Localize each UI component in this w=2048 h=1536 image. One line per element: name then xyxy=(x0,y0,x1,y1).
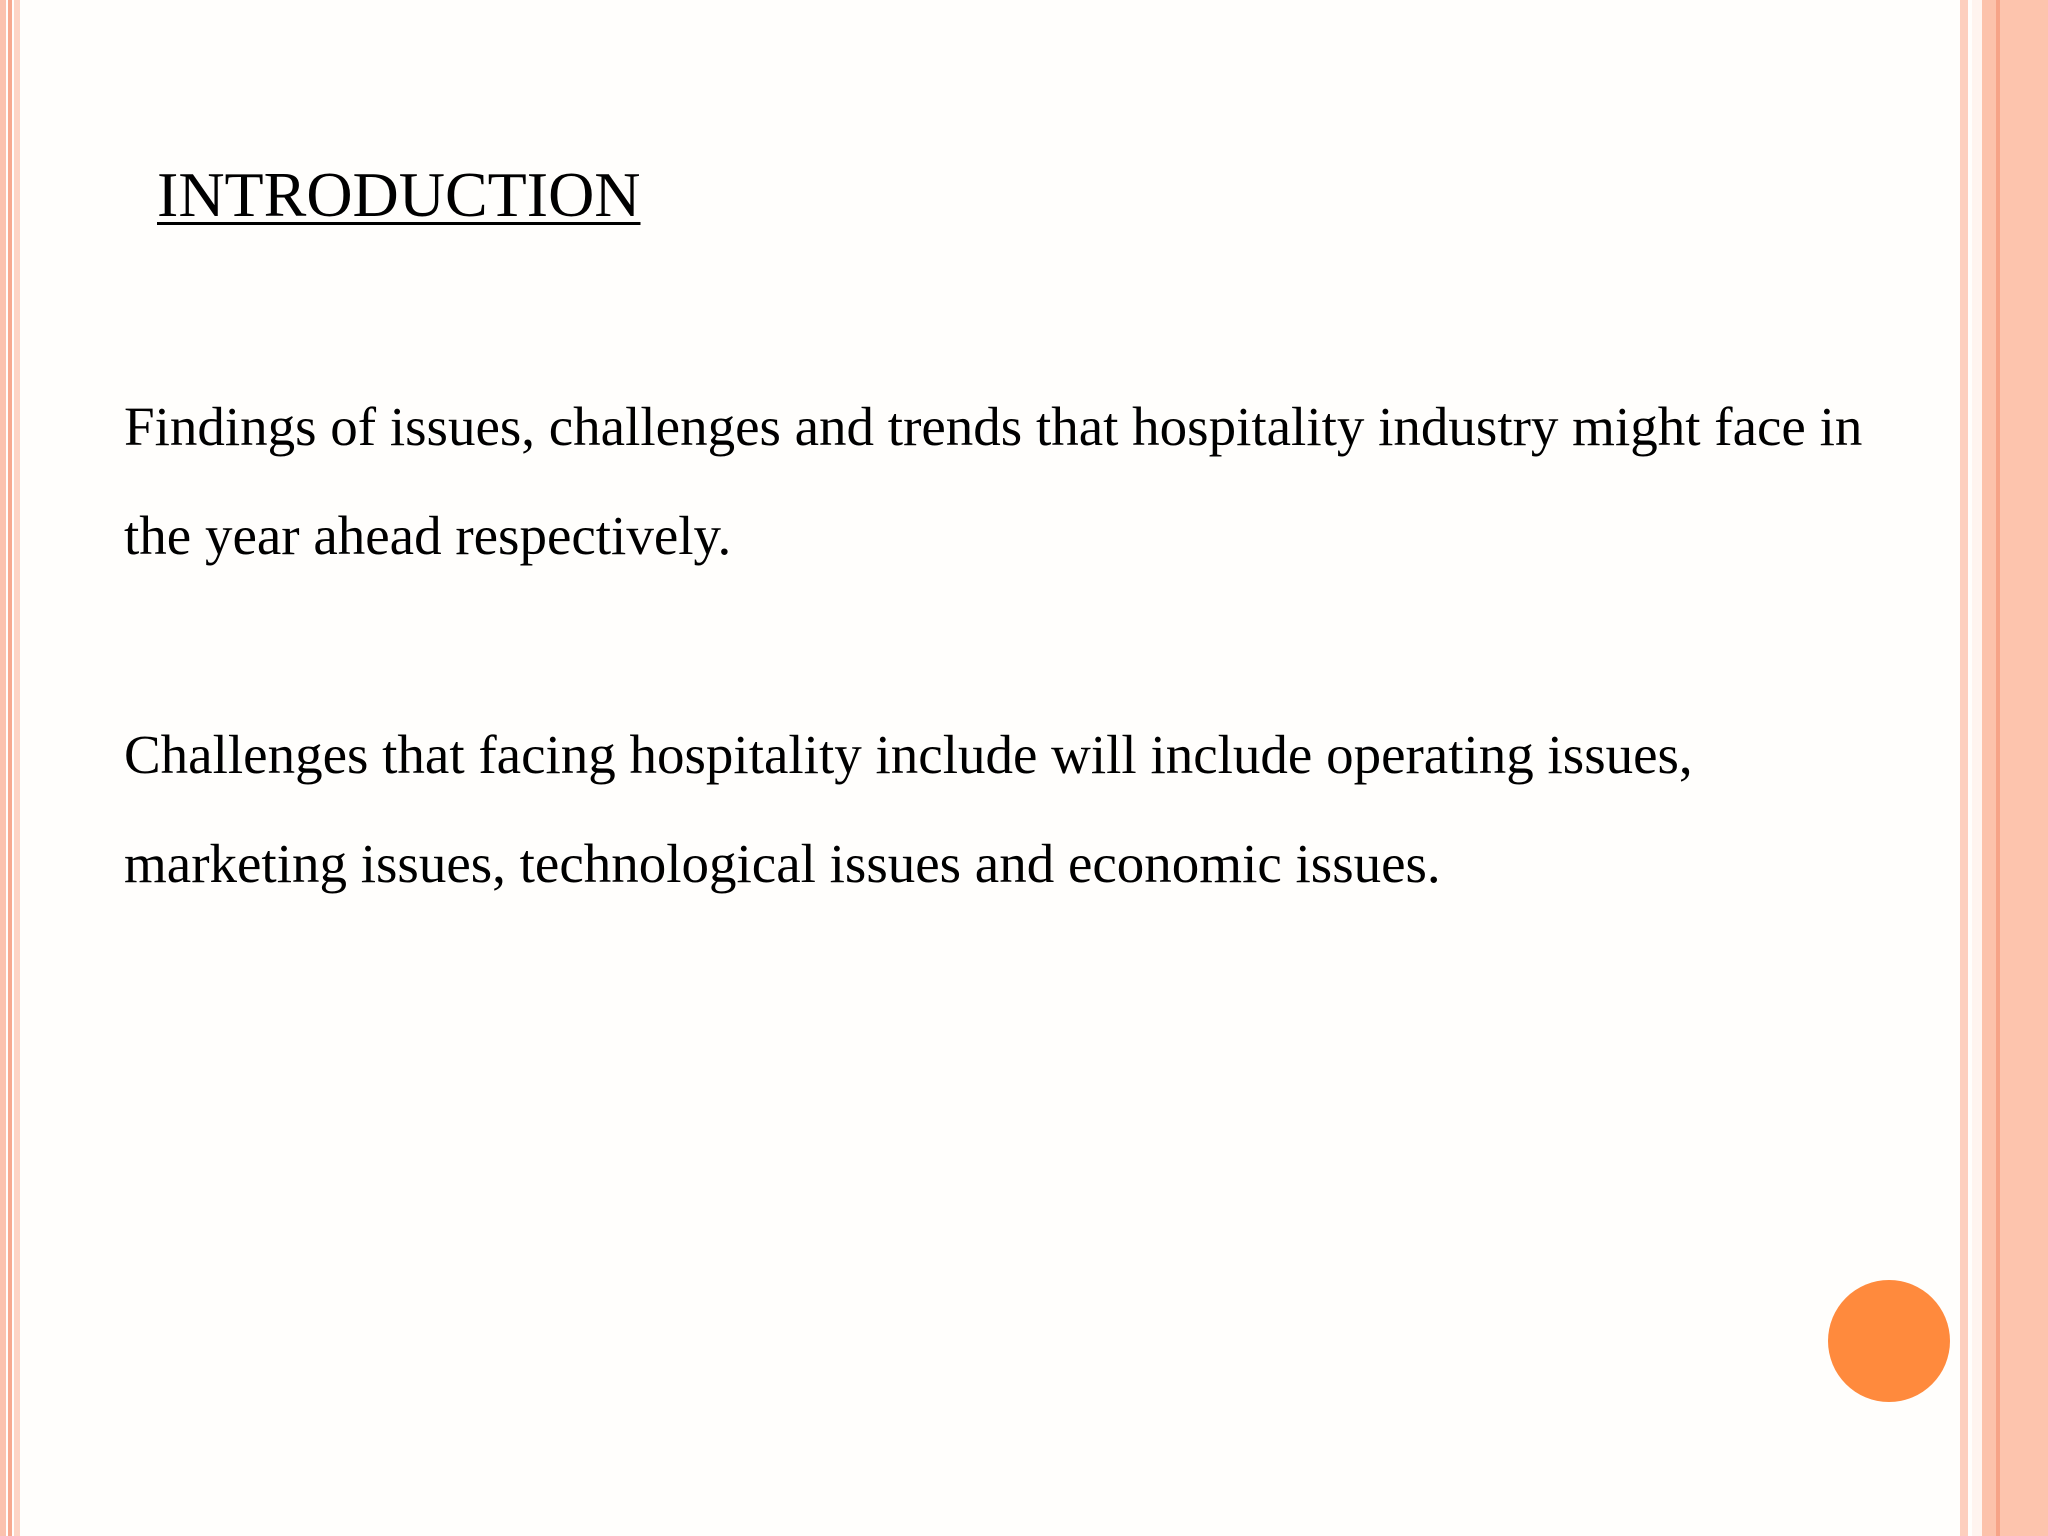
left-border-stripe xyxy=(14,0,20,1536)
right-border-stripe xyxy=(2000,0,2048,1536)
paragraph-challenges: Challenges that facing hospitality include will include operating issues, marketing issues, technological issues and economic issues. xyxy=(124,724,1693,894)
right-border-stripe xyxy=(1972,0,1982,1536)
slide-title: INTRODUCTION xyxy=(157,159,641,230)
paragraph-findings: Findings of issues, challenges and trends that hospitality industry might face in the year ahead respectively. xyxy=(124,396,1863,566)
accent-circle xyxy=(1828,1280,1950,1402)
left-border-stripe xyxy=(8,0,12,1536)
right-border-stripe xyxy=(1982,0,1996,1536)
left-border-stripe xyxy=(0,0,6,1536)
right-border-stripe xyxy=(1960,0,1968,1536)
